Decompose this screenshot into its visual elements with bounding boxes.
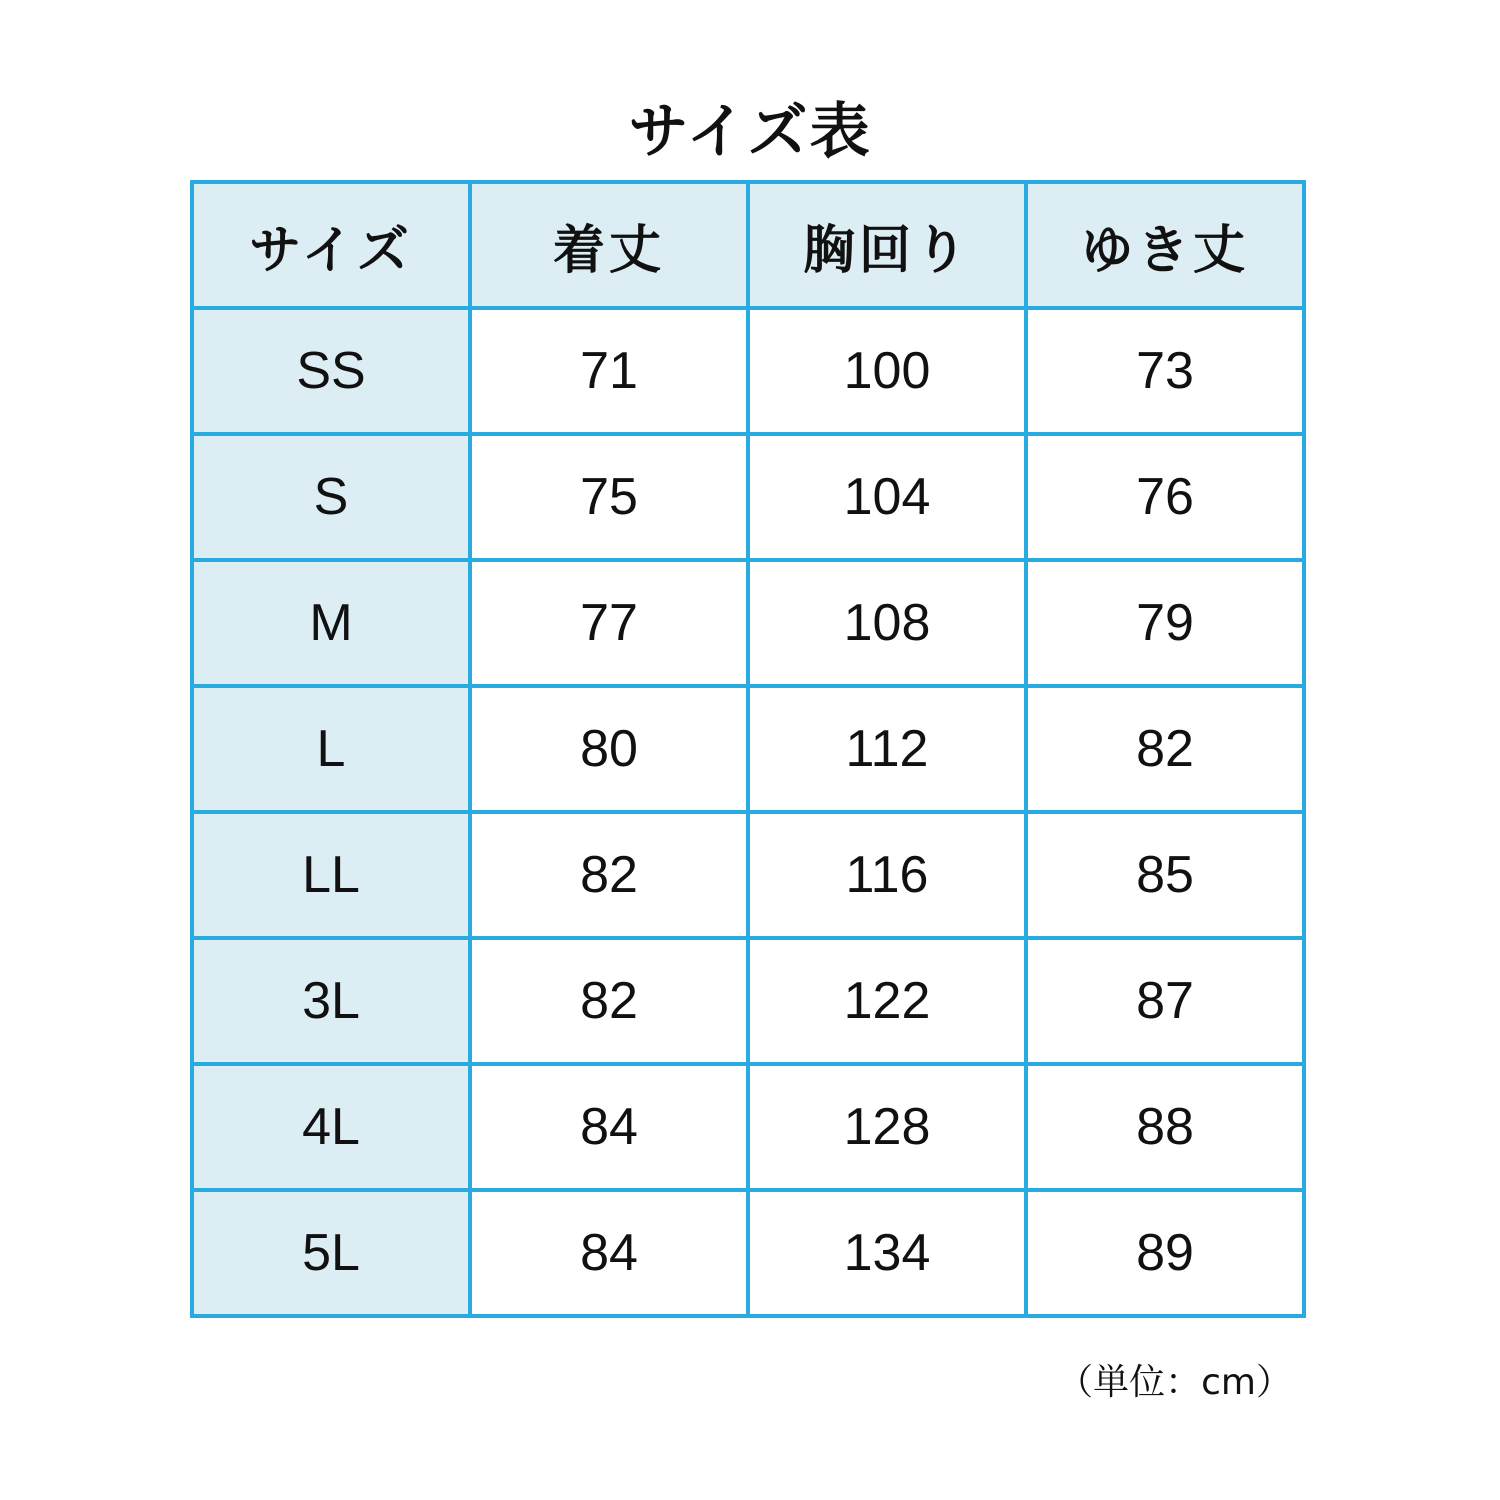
table-row	[192, 1190, 1304, 1316]
header-size: サイズ	[192, 182, 470, 308]
sleeve-cell: 82	[1026, 686, 1304, 812]
length-cell: 80	[470, 686, 748, 812]
table-row	[192, 434, 1304, 560]
chest-cell: 100	[748, 308, 1026, 434]
length-cell: 82	[470, 812, 748, 938]
page-title: サイズ表	[628, 97, 872, 167]
length-cell: 77	[470, 560, 748, 686]
sleeve-cell: 73	[1026, 308, 1304, 434]
size-cell: SS	[192, 308, 470, 434]
size-cell: 3L	[192, 938, 470, 1064]
chest-cell: 104	[748, 434, 1026, 560]
size-cell: LL	[192, 812, 470, 938]
chest-cell: 134	[748, 1190, 1026, 1316]
size-cell: 5L	[192, 1190, 470, 1316]
chest-cell: 122	[748, 938, 1026, 1064]
sleeve-cell: 79	[1026, 560, 1304, 686]
length-cell: 84	[470, 1064, 748, 1190]
table-row	[192, 308, 1304, 434]
chest-cell: 116	[748, 812, 1026, 938]
table-row	[192, 938, 1304, 1064]
table-row	[192, 560, 1304, 686]
sleeve-cell: 87	[1026, 938, 1304, 1064]
size-table	[190, 180, 1306, 1318]
chest-cell: 112	[748, 686, 1026, 812]
length-cell: 84	[470, 1190, 748, 1316]
table-row	[192, 1064, 1304, 1190]
header-length: 着丈	[470, 182, 748, 308]
header-chest: 胸回り	[748, 182, 1026, 308]
table-row	[192, 812, 1304, 938]
table-row	[192, 686, 1304, 812]
header-row	[192, 182, 1304, 308]
size-cell: 4L	[192, 1064, 470, 1190]
length-cell: 71	[470, 308, 748, 434]
size-cell: M	[192, 560, 470, 686]
sleeve-cell: 89	[1026, 1190, 1304, 1316]
sleeve-cell: 85	[1026, 812, 1304, 938]
chest-cell: 108	[748, 560, 1026, 686]
size-cell: L	[192, 686, 470, 812]
unit-note: （単位：cm）	[1057, 1362, 1292, 1403]
sleeve-cell: 88	[1026, 1064, 1304, 1190]
length-cell: 75	[470, 434, 748, 560]
length-cell: 82	[470, 938, 748, 1064]
chest-cell: 128	[748, 1064, 1026, 1190]
sleeve-cell: 76	[1026, 434, 1304, 560]
header-sleeve: ゆき丈	[1026, 182, 1304, 308]
size-cell: S	[192, 434, 470, 560]
